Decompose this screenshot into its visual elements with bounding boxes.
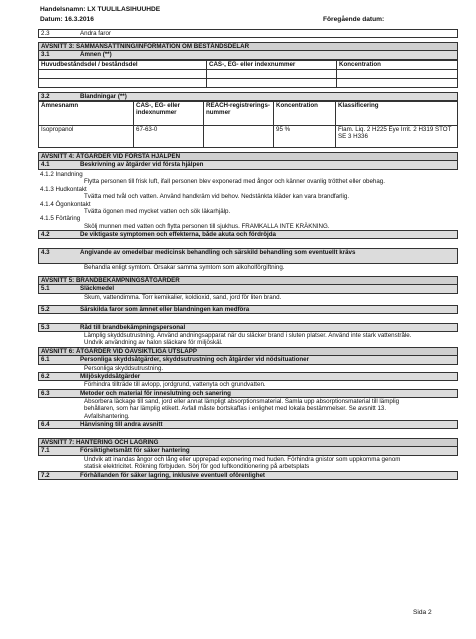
- subsection-3-2: [38, 92, 458, 101]
- section-number: 6.3: [41, 389, 50, 397]
- table-row: [39, 79, 458, 88]
- subsection-4-3: [38, 248, 458, 264]
- subsection-4-2: [38, 230, 458, 239]
- section-number: 7.1: [41, 446, 50, 454]
- page-number: Sida 2: [413, 609, 432, 616]
- section-title: Personliga skyddsåtgärder, skyddsutrustning och åtgärder vid nödsituationer: [80, 355, 309, 363]
- section-text: Undvik att inandas ångor och lång eller upprepad exponering med huden. Förhindra gnistor som uppkomma genom statisk elektricitet. Rökning förbjuden. Sörj för god luftkonditionering på arbetsplats: [84, 455, 401, 471]
- trade-name: Handelsnamn: LX TUULILASIHUUHDE: [40, 6, 161, 13]
- section-number: 7.2: [41, 471, 50, 479]
- column-header: REACH-registrerings-nummer: [204, 102, 274, 126]
- first-aid-text: Tvätta med tvål och vatten. Använd handkräm vid behov. Nedstänkta kläder kan vara brandfarlig.: [84, 193, 350, 201]
- first-aid-label: 4.1.4 Ögonkontakt: [40, 200, 91, 208]
- document-date: Datum: 16.3.2016: [40, 16, 94, 23]
- table-header-row: [39, 61, 458, 70]
- table-cell: [207, 79, 337, 88]
- section-number: 4.1: [41, 161, 50, 168]
- column-header: Huvudbeståndsdel / beståndsdel: [39, 61, 207, 70]
- section-title: Släckmedel: [80, 284, 115, 292]
- section-number: 6.1: [41, 355, 50, 363]
- section-title: Blandningar (**): [80, 93, 127, 100]
- section-number: 4.2: [41, 231, 50, 239]
- section-title: Råd till brandbekämpningspersonal: [80, 324, 186, 332]
- section-title: Andra faror: [80, 30, 111, 37]
- section-6-heading: AVSNITT 6: ÅTGÄRDER VID OAVSIKTLIGA UTSLÄPP: [38, 347, 458, 356]
- concentration: 95 %: [274, 126, 336, 148]
- column-header: Koncentration: [274, 102, 336, 126]
- subsection-5-3: [38, 323, 458, 332]
- section-title: Hänvisning till andra avsnitt: [80, 420, 163, 428]
- first-aid-text: Skölj munnen med vatten och flytta personen till sjukhus. FRAMKALLA INTE KRÄKNING.: [84, 222, 330, 230]
- subsection-3-1: [38, 51, 458, 60]
- first-aid-label: 4.1.3 Hudkontakt: [40, 185, 87, 193]
- section-text: Förhindra tillträde till avlopp, jordgrund, vattenyta och grundvatten.: [84, 381, 266, 389]
- section-text: Behandla enligt symtom. Orsakar samma symtom som alkoholförgiftning.: [84, 264, 285, 272]
- section-number: 4.3: [41, 249, 50, 257]
- section-7-heading: AVSNITT 7: HANTERING OCH LAGRING: [38, 438, 458, 447]
- first-aid-label: 4.1.5 Förtäring: [40, 215, 81, 223]
- column-header: CAS-, EG- eller indexnummer: [207, 61, 337, 70]
- section-number: 3.1: [41, 51, 50, 58]
- safety-data-sheet: [38, 29, 458, 480]
- cas-number: 67-63-0: [134, 126, 204, 148]
- subsection-6-1: [38, 356, 458, 365]
- section-number: 6.2: [41, 373, 50, 381]
- section-title: Försiktighetsmått för säker hantering: [80, 446, 190, 454]
- section-title: Metoder och material för inneslutning och sanering: [80, 389, 231, 397]
- subsection-5-1: [38, 285, 458, 294]
- reach-number: [204, 126, 274, 148]
- section-4-heading: AVSNITT 4: ÅTGÄRDER VID FÖRSTA HJÄLPEN: [38, 152, 458, 161]
- subsection-6-2: [38, 372, 458, 381]
- table-row: [39, 126, 458, 148]
- section-text: Lämplig skyddsutrustning. Använd andningsapparat när du släcker brand i sluten platser. Använd inte stark vattenstråle. Undvik användning av halon släckare för miljöskäl.: [84, 332, 412, 347]
- first-aid-items: [38, 170, 458, 230]
- section-text: Skum, vattendimma. Torr kemikalier, koldioxid, sand, jord för liten brand.: [84, 293, 282, 301]
- first-aid-text: Flytta personen till frisk luft, ifall personen blev exponerad med ångor och känner ovanlig trötthet eller obehag.: [84, 178, 385, 186]
- section-5-heading: AVSNITT 5: BRANDBEKÄMPNINGSÅTGÄRDER: [38, 276, 458, 285]
- section-number: 2.3: [41, 30, 50, 37]
- substance-name: Isopropanol: [39, 126, 134, 148]
- table-cell: [337, 70, 458, 79]
- section-number: 3.2: [41, 93, 50, 100]
- table-row: [39, 70, 458, 79]
- section-title: Ämnen (**): [80, 51, 112, 58]
- section-2-3-row: [38, 29, 458, 38]
- mixtures-table: [38, 101, 458, 148]
- section-title: De viktigaste symptomen och effekterna, både akuta och fördröjda: [80, 231, 276, 239]
- section-number: 5.2: [41, 306, 50, 314]
- table-cell: [207, 70, 337, 79]
- first-aid-label: 4.1.2 Inandning: [40, 171, 83, 178]
- table-cell: [337, 79, 458, 88]
- section-title: Särskilda faror som ämnet eller blandningen kan medföra: [80, 306, 250, 314]
- section-title: Beskrivning av åtgärder vid första hjälpen: [80, 161, 204, 168]
- section-text: Absorbera läckage till sand, jord eller annat lämpligt absorptionsmaterial. Samla upp absorptionsmaterial till lämplig behållaren, som har lämplig etikett. Avfall måste bortskaffas i enlighet med lokala bestämmelser. Se avsnitt 13. Avfallshantering.: [84, 397, 400, 420]
- subsection-7-2: [38, 471, 458, 480]
- section-title: Förhållanden för säker lagring, inklusive eventuell oförenlighet: [80, 471, 265, 479]
- subsection-5-2: [38, 305, 458, 314]
- classification: Flam. Liq. 2 H225 Eye Irrit. 2 H319 STOT SE 3 H336: [336, 126, 458, 148]
- subsection-6-3: [38, 389, 458, 398]
- column-header: CAS-, EG- eller indexnummer: [134, 102, 204, 126]
- table-cell: [39, 79, 207, 88]
- column-header: Koncentration: [337, 61, 458, 70]
- section-title: Miljöskyddsåtgärder: [80, 373, 141, 381]
- column-header: Klassificering: [336, 102, 458, 126]
- subsection-4-1: [38, 161, 458, 170]
- subsection-7-1: [38, 447, 458, 456]
- column-header: Ämnesnamn: [39, 102, 134, 126]
- subsection-6-4: [38, 420, 458, 429]
- section-title: Angivande av omedelbar medicinsk behandling och särskild behandling som eventuellt krävs: [80, 249, 356, 257]
- section-number: 5.1: [41, 284, 50, 292]
- previous-date: Föregående datum:: [323, 16, 385, 23]
- substances-table: [38, 60, 458, 88]
- section-text: Personliga skyddsutrustning.: [84, 364, 164, 372]
- document-header: [40, 5, 460, 25]
- section-number: 5.3: [41, 324, 50, 332]
- table-header-row: [39, 102, 458, 126]
- first-aid-text: Tvätta ögonen med mycket vatten och sök läkarhjälp.: [84, 208, 231, 216]
- section-3-heading: AVSNITT 3: SAMMANSÄTTNING/INFORMATION OM BESTÅNDSDELAR: [38, 42, 458, 51]
- table-cell: [39, 70, 207, 79]
- section-number: 6.4: [41, 420, 50, 428]
